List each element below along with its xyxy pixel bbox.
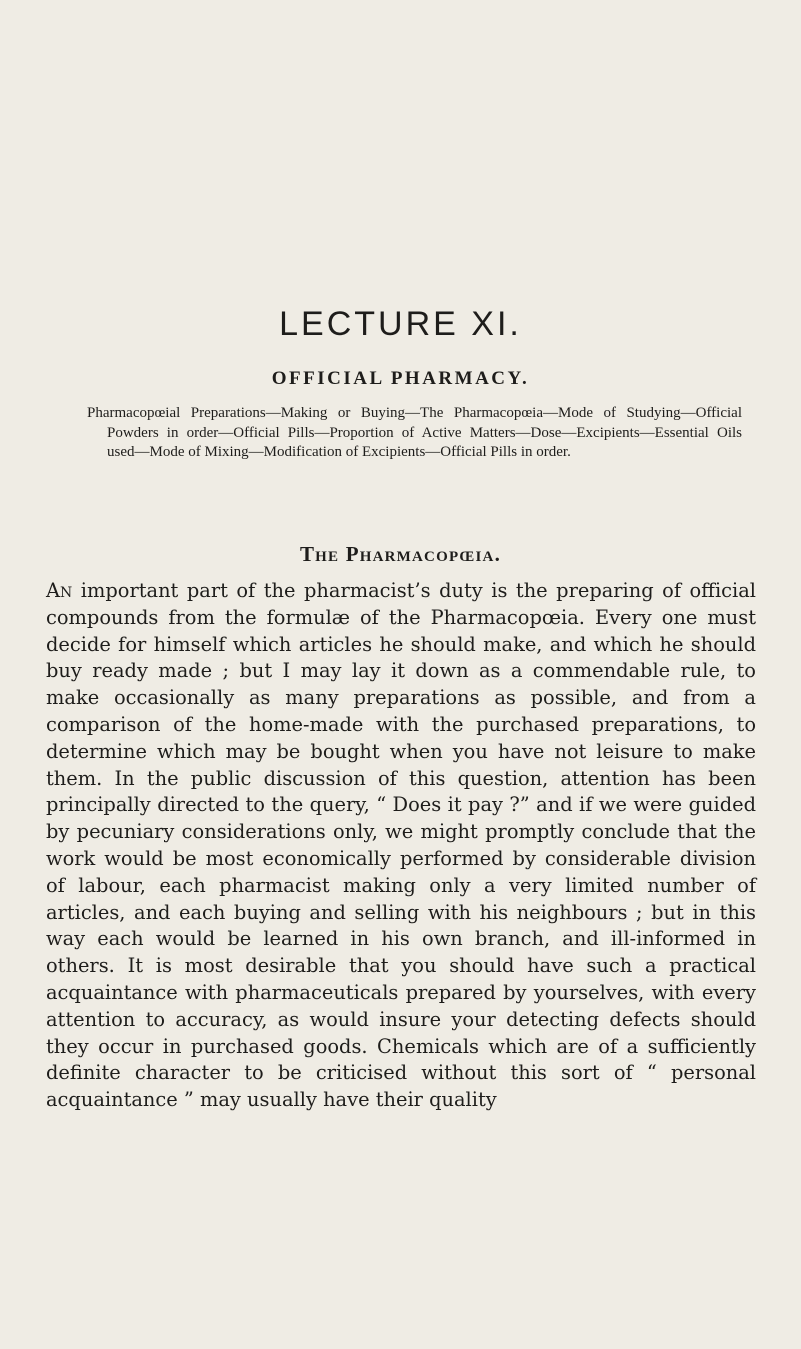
subheading: The Pharmacopœia. — [299, 542, 502, 566]
lecture-title: LECTURE XI. — [279, 305, 522, 343]
paragraph-lead-word: An — [46, 579, 73, 602]
paragraph-text: important part of the pharmacist’s duty is the preparing of official compounds from the formulæ of the Pharmacopœia. Every one must decide for himself which articles he should make, and which he should buy ready made ; but I may lay it down as a commendable rule, to make occasionally as many preparations as possible, and from a comparison of the home-made with the purchased preparations, to determine which may be bought when you have not leisure to make them. In the public discussion of this question, attention has been principally directed to the query, “ Does it pay ?” and if we were guided by pecuniary considerations only, we might promptly conclude that the work would be most economically performed by considerable division of labour, each pharmacist making only a very limited number of articles, and each buying and selling with his neighbours ; but in this way each would be learned in his own branch, and ill-informed in others. It is most desirable that you should have such a practical acquaintance with pharmaceuticals prepared by yourselves, with every attention to accuracy, as would insure your detecting defects should they occur in purchased goods. Chemicals which are of a sufficiently definite character to be criticised without this sort of “ personal acquaintance ” may usually have their quality — [46, 579, 756, 1112]
body-paragraph — [46, 578, 756, 1114]
chapter-synopsis: Pharmacopœial Preparations—Making or Buying—The Pharmacopœia—Mode of Studying—Official Powders in order—Official Pills—Proportion of Active Matters—Dose—Excipients—Essential Oils used—Mode of Mixing—Modification of Excipients—Official Pills in order. — [87, 405, 742, 460]
section-title: OFFICIAL PHARMACY. — [271, 368, 530, 389]
